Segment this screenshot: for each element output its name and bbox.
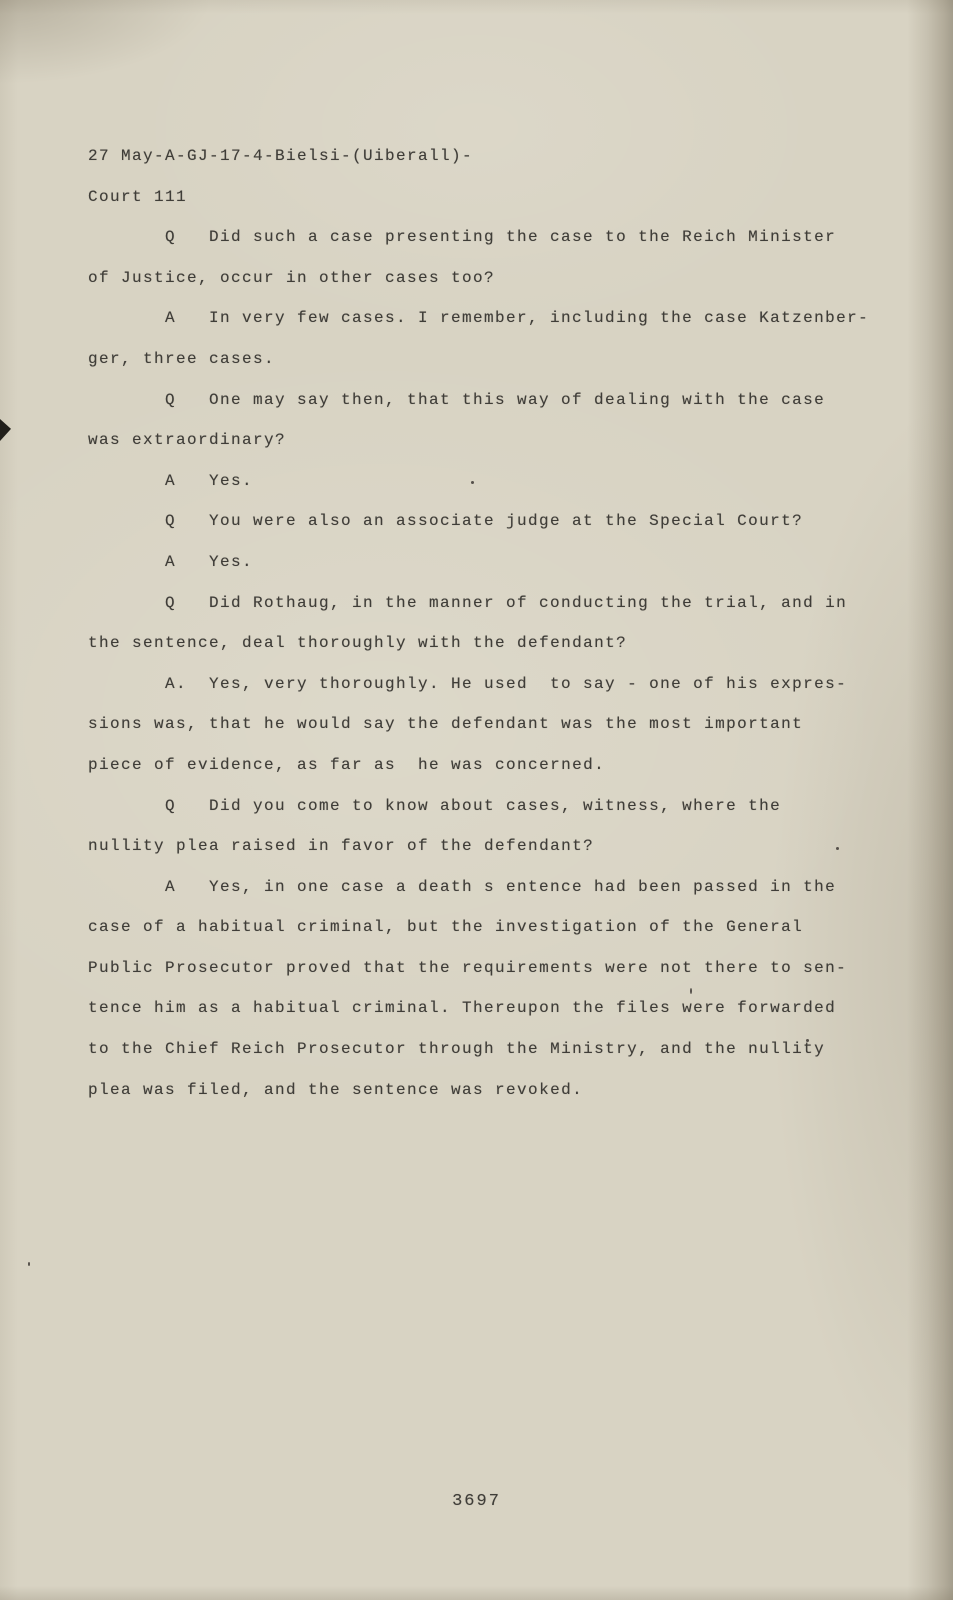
- transcript-line: A Yes.: [165, 471, 254, 490]
- transcript-line: was extraordinary?: [88, 431, 287, 450]
- document-header-line-2: Court 111: [88, 187, 188, 206]
- transcript-line: piece of evidence, as far as he was concerned.: [88, 755, 606, 774]
- ink-blot-left-edge: [0, 419, 11, 441]
- transcript-line: plea was filed, and the sentence was revoked.: [88, 1080, 584, 1099]
- transcript-line: of Justice, occur in other cases too?: [88, 268, 496, 287]
- transcript-line: A Yes, in one case a death s entence had been passed in the: [165, 877, 837, 896]
- paper-speck: [28, 1262, 30, 1266]
- page-number: 3697: [452, 1492, 501, 1511]
- transcript-line: case of a habitual criminal, but the investigation of the General: [88, 918, 804, 937]
- transcript-body: [88, 136, 870, 1110]
- transcript-line: Q Did Rothaug, in the manner of conducting the trial, and in: [165, 593, 848, 612]
- transcript-line: to the Chief Reich Prosecutor through the Ministry, and the nullity: [88, 1040, 826, 1059]
- transcript-line: Q Did such a case presenting the case to the Reich Minister: [165, 228, 837, 247]
- transcript-line: Q Did you come to know about cases, witness, where the: [165, 796, 782, 815]
- transcript-line: ger, three cases.: [88, 349, 276, 368]
- paper-right-edge-shading: [907, 0, 953, 1600]
- transcript-line: the sentence, deal thoroughly with the defendant?: [88, 634, 628, 653]
- document-header-line-1: 27 May-A-GJ-17-4-Bielsi-(Uiberall)-: [88, 147, 474, 165]
- transcript-line: A Yes.: [165, 552, 254, 571]
- transcript-line: A. Yes, very thoroughly. He used to say - one of his expres-: [165, 674, 848, 693]
- transcript-line: Q One may say then, that this way of dealing with the case: [165, 390, 826, 409]
- transcript-line: Q You were also an associate judge at the Special Court?: [165, 512, 804, 531]
- transcript-line: Public Prosecutor proved that the requirements were not there to sen-: [88, 958, 848, 977]
- transcript-line: tence him as a habitual criminal. Thereupon the files were forwarded: [88, 999, 837, 1018]
- transcript-line: sions was, that he would say the defendant was the most important: [88, 715, 804, 734]
- transcript-line: A In very few cases. I remember, including the case Katzenber-: [165, 309, 870, 328]
- transcript-line: nullity plea raised in favor of the defendant?: [88, 837, 595, 856]
- paper-bottom-edge-shading: [0, 1586, 953, 1600]
